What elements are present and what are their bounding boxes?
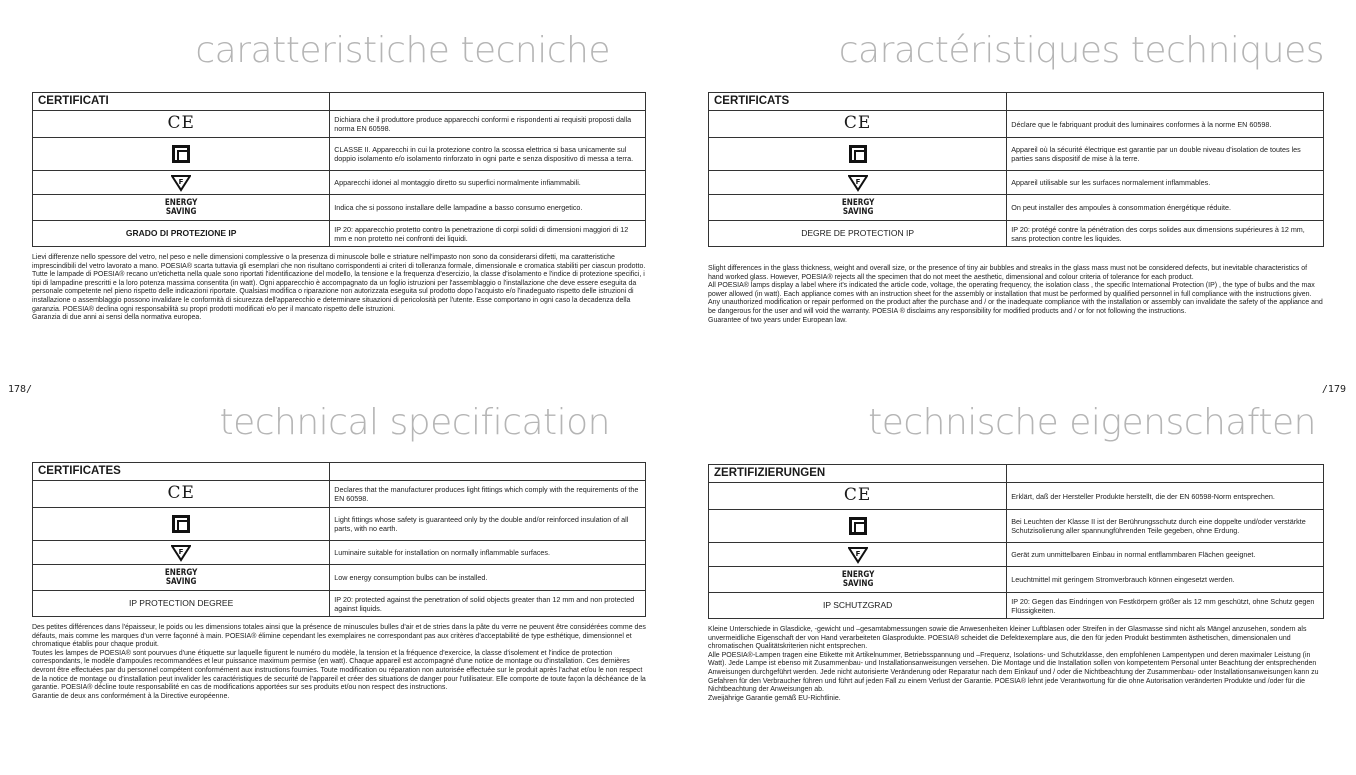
energy-saving-description: On peut installer des ampoules à consommation énergétique réduite. <box>1007 195 1324 221</box>
certificates-label: ZERTIFIZIERUNGEN <box>709 465 1007 483</box>
body-paragraph: Garanzia di due anni ai sensi della normativa europea. <box>32 314 202 322</box>
svg-text:F: F <box>855 549 861 558</box>
f-mark-icon <box>848 546 868 564</box>
ce-mark-icon: CE <box>843 484 872 505</box>
ce-description: Declares that the manufacturer produces light fittings which comply with the requirements of the EN 60598. <box>330 481 646 508</box>
body-paragraph: Slight differences in the glass thickness, weight and overall size, or the presence of tiny air bubbles and streaks in the glass mass must not be considered defects, but inevitable characteristics of hand worked glass. However, POESIA® rejects all the specimen that do not meet the aesthetic, dimensional and colour criteria of tolerance for each product. <box>708 265 1308 281</box>
ip-protection-description: IP 20: Gegen das Eindringen von Festkörpern größer als 12 mm geschützt, ohne Schutz gegen Flüssigkeiten. <box>1007 593 1324 619</box>
body-paragraph: Des petites différences dans l'épaisseur, le poids ou les dimensions totales ainsi que la présence de minuscules bulles d'air et de stries dans la pâte du verre ne peuvent être considérées comme des défauts, mais comme les marques d'un verre façonné à main. POESIA® élimine cependant les exemplaires ne correspondant pas aux critères d'acceptabilité de type esthétique, dimensionnel et chromatique établis pour chaque produit. <box>32 624 646 649</box>
class-ii-description: Light fittings whose safety is guaranteed only by the double and/or reinforced insulation of all parts, with no earth. <box>330 508 646 541</box>
page-number-left: 178/ <box>8 384 33 395</box>
certificates-table <box>32 462 646 617</box>
f-mark-icon <box>171 174 191 192</box>
ip-protection-label: DEGRE DE PROTECTION IP <box>801 228 915 238</box>
certificates-label: CERTIFICATI <box>33 93 330 111</box>
body-paragraph: Zweijährige Garantie gemäß EU-Richtlinie. <box>708 694 841 702</box>
body-paragraph: Kleine Unterschiede in Glasdicke, -gewicht und –gesamtabmessungen sowie die Anwesenheiten kleiner Luftblasen oder Streifen in der Glasmasse sind nicht als Mängel anzusehen, sondern als unvermeidliche Eigenschaft der von Hand verarbeiteten Glasprodukte. POESIA® scheidet die Defektexemplare aus, die den für jeden Produkt bestimmten ästhetischen, dimensionalen und chromatischen Qualitätskriterien nicht entsprechen. <box>708 626 1307 651</box>
f-mark-description: Gerät zum unmittelbaren Einbau in normal entflammbaren Flächen geeignet. <box>1007 543 1324 567</box>
f-mark-description: Apparecchi idonei al montaggio diretto su superfici normalmente infiammabili. <box>330 171 646 195</box>
body-paragraph: Lievi differenze nello spessore del vetro, nel peso e nelle dimensioni complessive o la presenza di minuscole bolle e striature nell'impasto non sono da considerarsi difetti, ma caratteristiche imprescindibili del vetro lavorato a mano. POESIA® scarta tuttavia gli esemplari che non risultano corrispondenti ai criteri di tolleranza formale, dimensionale e cromatica stabiliti per ciascun prodotto. <box>32 254 646 270</box>
class-ii-icon <box>172 145 190 163</box>
body-paragraph: Guarantee of two years under European law. <box>708 316 847 324</box>
f-mark-description: Luminaire suitable for installation on normally inflammable surfaces. <box>330 541 646 565</box>
certificates-table <box>708 464 1324 619</box>
section-heading: caratteristiche tecniche <box>195 30 610 71</box>
certificates-label: CERTIFICATES <box>33 463 330 481</box>
svg-text:F: F <box>178 547 184 556</box>
body-paragraph: Tutte le lampade di POESIA® recano un'etichetta nella quale sono riportati l'identificazione del modello, la tensione e la frequenza d'esercizio, la classe d'isolamento e l'indice di protezione specifici, i tipi di lampadine prescritti e la loro potenza massima consentita (in watt). Ogni apparecchio è accompagnato da un foglio istruzioni per l'assemblaggio o l'installazione che deve essere eseguita da personale competente nel pieno rispetto delle indicazioni riportate. Qualsiasi modifica o riparazione non autorizzata eseguita sul prodotto dopo l'acquisto e/o l'inadeguato rispetto delle istruzioni di installazione o assemblaggio possono invalidare le conformità di sicurezza dell'apparecchio e determinare situazioni di pericolosità per l'utente. Esse comportano in ogni caso la decadenza della garanzia. POESIA® declina ogni responsabilità su propri prodotti modificati e/o per il mancato rispetto delle istruzioni. <box>32 271 645 313</box>
class-ii-description: CLASSE II. Apparecchi in cui la protezione contro la scossa elettrica si basa unicamente sul doppio isolamento e/o isolamento rinforzato in ogni parte e senza dispositivo di messa a terra. <box>330 138 646 171</box>
f-mark-icon <box>848 174 868 192</box>
section-german <box>708 400 1324 703</box>
ce-description: Déclare que le fabriquant produit des luminaires conformes à la norme EN 60598. <box>1007 111 1324 138</box>
ip-protection-description: IP 20: apparecchio protetto contro la penetrazione di corpi solidi di dimensioni maggiori di 12 mm e non protetto nei confronti dei liquidi. <box>330 221 646 247</box>
certificates-table <box>708 92 1324 247</box>
ip-protection-label: GRADO DI PROTEZIONE IP <box>125 228 237 238</box>
ce-description: Dichiara che il produttore produce apparecchi conformi e rispondenti ai requisiti proposti dalla norma EN 60598. <box>330 111 646 138</box>
body-paragraph: All POESIA® lamps display a label where it's indicated the article code, voltage, the operating frequency, the isolation class , the specific International Protection (IP) , the type of bulbs and the max power allowed (in watt). Each appliance comes with an instruction sheet for the assembly or installation that must be performed by qualified personnel in full compliance with the instructions given. Any unauthorized modification or repair performed on the product after the purchase and / or the inadequate compliance with the installation or assembly can invalidate the safety of the appliance and be dangerous for the user and will void the warranty. POESIA ® disclaims any responsibility for modified products and / or for not following the instructions. <box>708 282 1323 315</box>
class-ii-icon <box>849 145 867 163</box>
body-paragraph: Garantie de deux ans conformément à la Directive européenne. <box>32 692 230 700</box>
energy-saving-description: Indica che si possono installare delle lampadine a basso consumo energetico. <box>330 195 646 221</box>
body-text <box>32 624 646 701</box>
section-heading: technische eigenschaften <box>868 402 1316 443</box>
energy-saving-icon: ENERGY SAVING <box>164 197 198 217</box>
ip-protection-label: IP PROTECTION DEGREE <box>129 598 234 608</box>
ip-protection-description: IP 20: protected against the penetration of solid objects greater than 12 mm and non protected against liquids. <box>330 591 646 617</box>
class-ii-icon <box>172 515 190 533</box>
body-paragraph: Toutes les lampes de POESIA® sont pourvues d'une étiquette sur laquelle figurent le numéro du modèle, la tension et la fréquence d'exercice, la classe d'isolement et l'indice de protection correspondants, le modèle d'ampoules recommandées et leur puissance maximum permise (en watt). Chaque appareil est accompagné d'une notice de montage ou d'installation. Ces dernières devront être effectuées par du personnel compétent conformément aux instructions fournies. Toute modification ou réparation non autorisée effectuée sur le produit après l'achat et/ou le non respect de la notice de montage ou d'installation peut invalider les caractéristiques de securité de l'appareil et créer des situations de danger pour l'utilisateur. Elle comporte de toute façon la déchéance de la garantie. POESIA® décline toute responsabilité en cas de modifications apportées sur ses produits et/ou non respect des instructions. <box>32 649 646 692</box>
class-ii-description: Bei Leuchten der Klasse II ist der Berührungsschutz durch eine doppelte und/oder verstärkte Schutzisolierung aller spannungführenden Teile gegeben, ohne Erdung. <box>1007 510 1324 543</box>
section-english <box>32 400 646 701</box>
page-number-right: /179 <box>1321 384 1346 395</box>
svg-text:F: F <box>178 177 184 186</box>
class-ii-description: Appareil où la sécurité électrique est garantie par un double niveau d'isolation de toutes les parties sans dispositif de mise à la terre. <box>1007 138 1324 171</box>
certificates-table <box>32 92 646 247</box>
ce-mark-icon: CE <box>167 112 195 133</box>
certificates-label: CERTIFICATS <box>709 93 1007 111</box>
energy-saving-icon: ENERGY SAVING <box>164 567 198 587</box>
body-paragraph: Alle POESIA®-Lampen tragen eine Etikette mit Artikelnummer, Betriebsspannung und –Frequenz, Isolations- und Schutzklasse, den empfohlenen Lampentypen und deren maximaler Leistung (in Watt). Jede Lampe ist ebenso mit Zusammenbau- und Installationsanweisungen versehen. Die Montage und die Installation sollen von kompetentem Personal unter Beachtung der entsprechenden Anweisungen durchgeführt werden. Jede nicht autorisierte Veränderung oder Reparatur nach dem Einkauf und / oder die Nichtbeachtung der Zusammenbau- oder Installationsanweisungen kann zu Gefahren für den Verbraucher führen und führt auf jeden Fall zu einem Verlust der Garantie. POESIA® lehnt jede Verantwortung für die ohne Autorisation veränderten Produkte und /oder für die Nichtbeachtung der Anweisungen ab. <box>708 651 1319 694</box>
energy-saving-description: Low energy consumption bulbs can be installed. <box>330 565 646 591</box>
ce-description: Erklärt, daß der Hersteller Produkte herstellt, die der EN 60598-Norm entsprechen. <box>1007 483 1324 510</box>
energy-saving-icon: ENERGY SAVING <box>841 569 874 589</box>
f-mark-description: Appareil utilisable sur les surfaces normalement inflammables. <box>1007 171 1324 195</box>
body-text <box>708 265 1324 325</box>
body-text <box>708 626 1324 703</box>
ip-protection-label: IP SCHUTZGRAD <box>822 600 893 610</box>
f-mark-icon <box>171 544 191 562</box>
section-italian <box>32 28 646 323</box>
ce-mark-icon: CE <box>843 112 872 133</box>
energy-saving-description: Leuchtmittel mit geringem Stromverbrauch können eingesetzt werden. <box>1007 567 1324 593</box>
ce-mark-icon: CE <box>167 482 195 503</box>
section-heading: technical specification <box>219 402 610 443</box>
energy-saving-icon: ENERGY SAVING <box>841 197 874 217</box>
section-french <box>708 28 1324 325</box>
section-heading: caractéristiques techniques <box>838 30 1324 71</box>
ip-protection-description: IP 20: protégé contre la pénétration des corps solides aux dimensions supérieures à 12 mm, sans protection contre les liquides. <box>1007 221 1324 247</box>
class-ii-icon <box>849 517 867 535</box>
svg-text:F: F <box>855 177 861 186</box>
body-text <box>32 254 646 323</box>
